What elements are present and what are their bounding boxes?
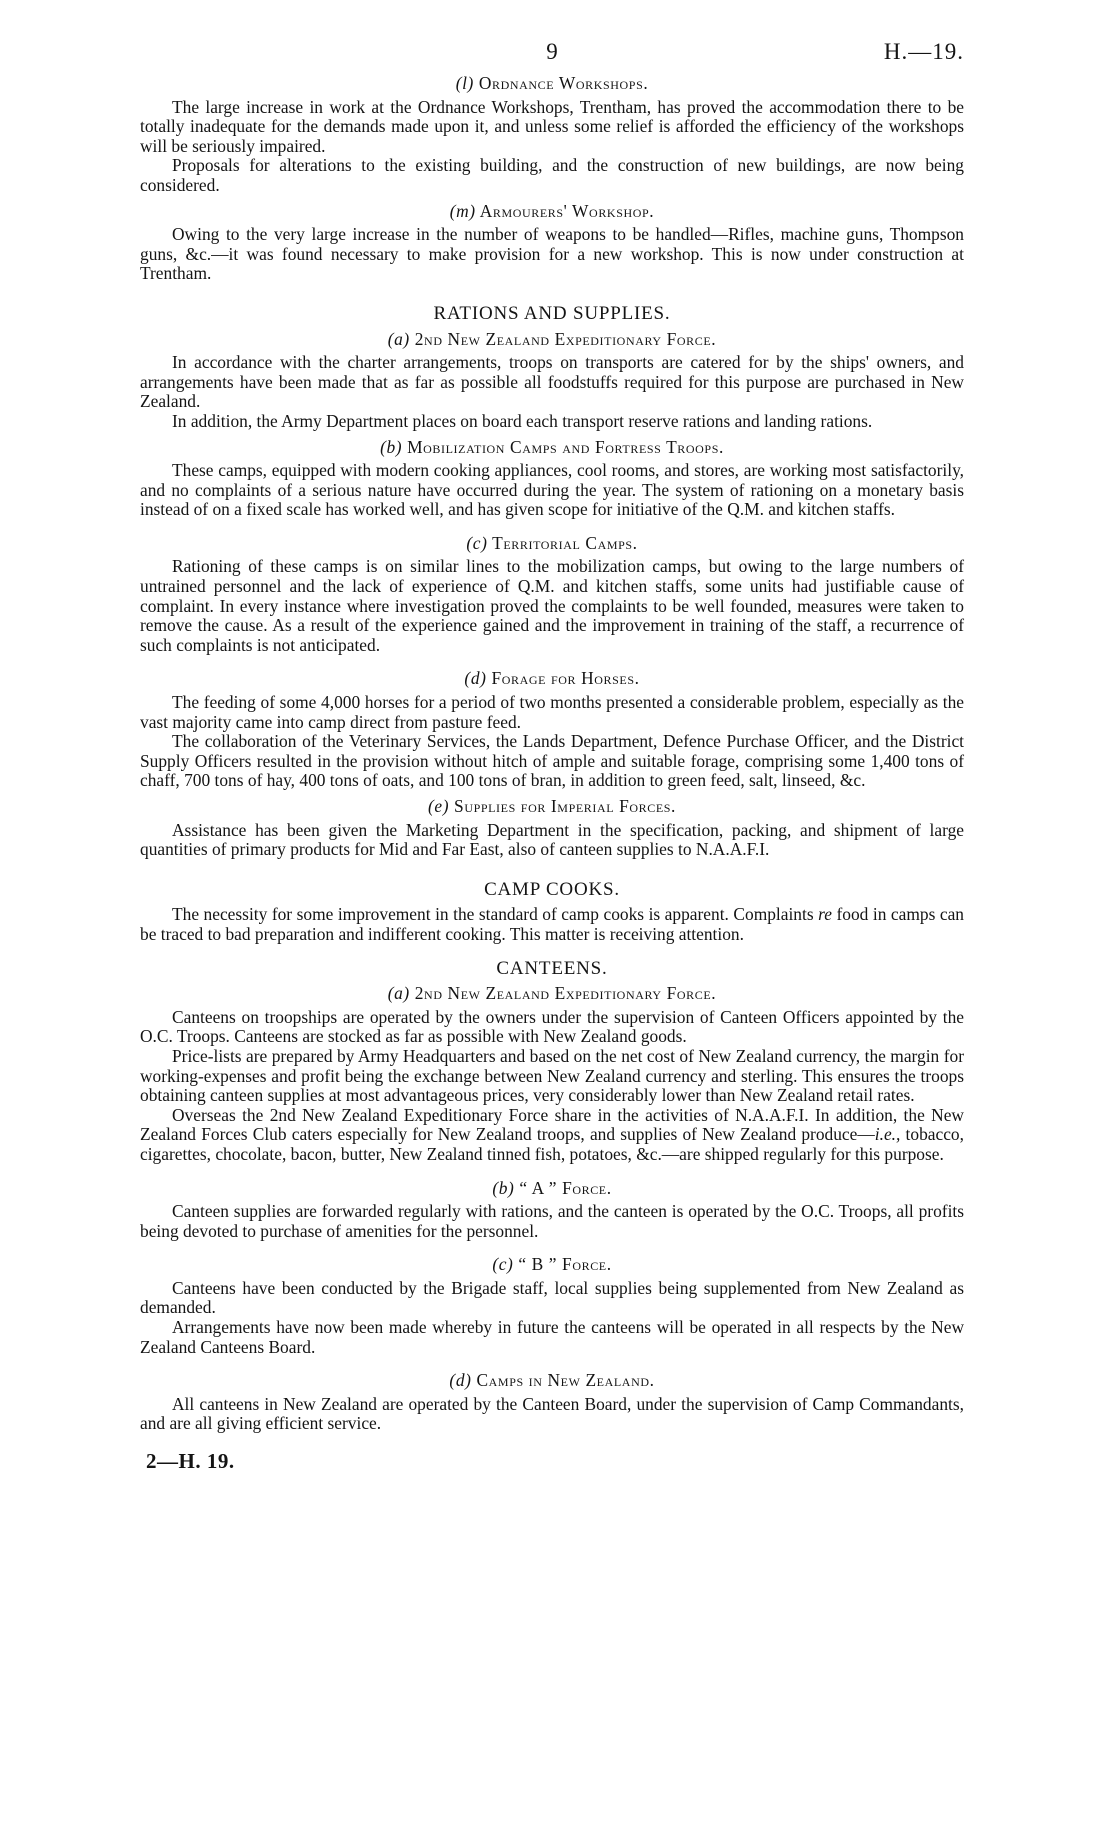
- subheading-armourers-workshop: (m) Armourers' Workshop.: [449, 200, 655, 221]
- paragraph: Rationing of these camps is on similar lines to the mobilization camps, but owing to the large numbers of untrained personnel and the lack of experience of Q.M. and kitchen staffs, some units had justifiable cause of complaint. In every instance where investigation proved the complaints to be well founded, measures were taken to remove the cause. As a result of the experience gained and the improvement in training of the staff, a recurrence of such complaints is not anticipated.: [140, 556, 964, 655]
- paragraph: The necessity for some improvement in the standard of camp cooks is apparent. Complaints re food in camps can be traced to bad preparation and indifferent cooking. This matter is receiving attention.: [140, 904, 964, 944]
- paragraph: Canteen supplies are forwarded regularly with rations, and the canteen is operated by the O.C. Troops, all profits being devoted to purchase of amenities for the personnel.: [140, 1201, 964, 1241]
- subheading-b-force: (c) “ B ” Force.: [492, 1254, 612, 1275]
- page-number: 9: [546, 39, 558, 64]
- paragraph: All canteens in New Zealand are operated by the Canteen Board, under the supervision of Camp Commandants, and are all giving efficient service.: [140, 1393, 964, 1434]
- section-title-camp-cooks: CAMP COOKS.: [484, 878, 620, 900]
- document-reference: H.—19.: [883, 39, 964, 64]
- subheading-forage-for-horses: (d) Forage for Horses.: [464, 668, 640, 689]
- paragraph: The feeding of some 4,000 horses for a period of two months presented a considerable problem, especially as the vast majority came into camp direct from pasture feed.: [140, 692, 964, 732]
- subheading-2nzef-rations: (a) 2nd New Zealand Expeditionary Force.: [387, 328, 717, 349]
- paragraph: Assistance has been given the Marketing Department in the specification, packing, and shipment of large quantities of primary products for Mid and Far East, also of canteen supplies to N.A.A.F.I.: [140, 819, 964, 860]
- paragraph: In addition, the Army Department places on board each transport reserve rations and landing rations.: [172, 410, 873, 431]
- paragraph: Proposals for alterations to the existing building, and the construction of new buildings, are now being considered.: [140, 155, 964, 195]
- paragraph: Canteens have been conducted by the Brigade staff, local supplies being supplemented from New Zealand as demanded.: [140, 1277, 964, 1318]
- subheading-a-force: (b) “ A ” Force.: [492, 1177, 612, 1198]
- paragraph: Canteens on troopships are operated by the owners under the supervision of Canteen Officers appointed by the O.C. Troops. Canteens are stocked as far as possible with New Zealand goods.: [140, 1006, 964, 1047]
- page-header: [140, 38, 964, 74]
- section-title-rations: RATIONS AND SUPPLIES.: [433, 302, 671, 324]
- subheading-territorial-camps: (c) Territorial Camps.: [466, 532, 638, 553]
- paragraph: Arrangements have now been made whereby in future the canteens will be operated in all respects by the New Zealand Canteens Board.: [140, 1317, 964, 1357]
- paragraph: These camps, equipped with modern cooking appliances, cool rooms, and stores, are working most satisfactorily, and no complaints of a serious nature have occurred during the year. The system of rationing on a monetary basis instead of on a fixed scale has worked well, and has given scope for initiative of the Q.M. and kitchen staffs.: [140, 460, 964, 520]
- paragraph: Price-lists are prepared by Army Headquarters and based on the net cost of New Zealand currency, the margin for working-expenses and profit being the exchange between New Zealand currency and sterling. This ensures the troops obtaining canteen supplies at most advantageous prices, very considerably lower than New Zealand retail rates.: [140, 1045, 964, 1106]
- paragraph: The large increase in work at the Ordnance Workshops, Trentham, has proved the accommodation there to be totally inadequate for the demands made upon it, and unless some relief is afforded the efficiency of the workshops will be seriously impaired.: [140, 96, 964, 156]
- subheading-ordnance-workshops: (l) Ordnance Workshops.: [455, 73, 649, 93]
- subheading-mobilization-camps: (b) Mobilization Camps and Fortress Troops.: [380, 436, 724, 457]
- subheading-2nzef-canteens: (a) 2nd New Zealand Expeditionary Force.: [387, 983, 717, 1004]
- paragraph: Owing to the very large increase in the number of weapons to be handled—Rifles, machine guns, Thompson guns, &c.—it was found necessary to make provision for a new workshop. This is now under construction at Trentham.: [140, 224, 964, 284]
- section-title-canteens: CANTEENS.: [496, 957, 608, 979]
- paragraph: The collaboration of the Veterinary Services, the Lands Department, Defence Purchase Officer, and the District Supply Officers resulted in the provision without hitch of ample and suitable forage, comprising some 1,400 tons of chaff, 700 tons of hay, 400 tons of oats, and 100 tons of bran, in addition to green feed, salt, linseed, &c.: [140, 731, 964, 791]
- paragraph: In accordance with the charter arrangements, troops on transports are catered for by the ships' owners, and arrangements have been made that as far as possible all foodstuffs required for this purpose are purchased in New Zealand.: [140, 352, 964, 412]
- paragraph: Overseas the 2nd New Zealand Expeditionary Force share in the activities of N.A.A.F.I. In addition, the New Zealand Forces Club caters especially for New Zealand troops, and supplies of New Zealand produce—i.e., tobacco, cigarettes, chocolate, bacon, butter, New Zealand tinned fish, potatoes, &c.—are shipped regularly for this purpose.: [140, 1104, 964, 1164]
- subheading-supplies-imperial-forces: (e) Supplies for Imperial Forces.: [427, 796, 677, 816]
- signature-mark: 2—H. 19.: [146, 1449, 235, 1474]
- subheading-camps-in-new-zealand: (d) Camps in New Zealand.: [449, 1370, 655, 1391]
